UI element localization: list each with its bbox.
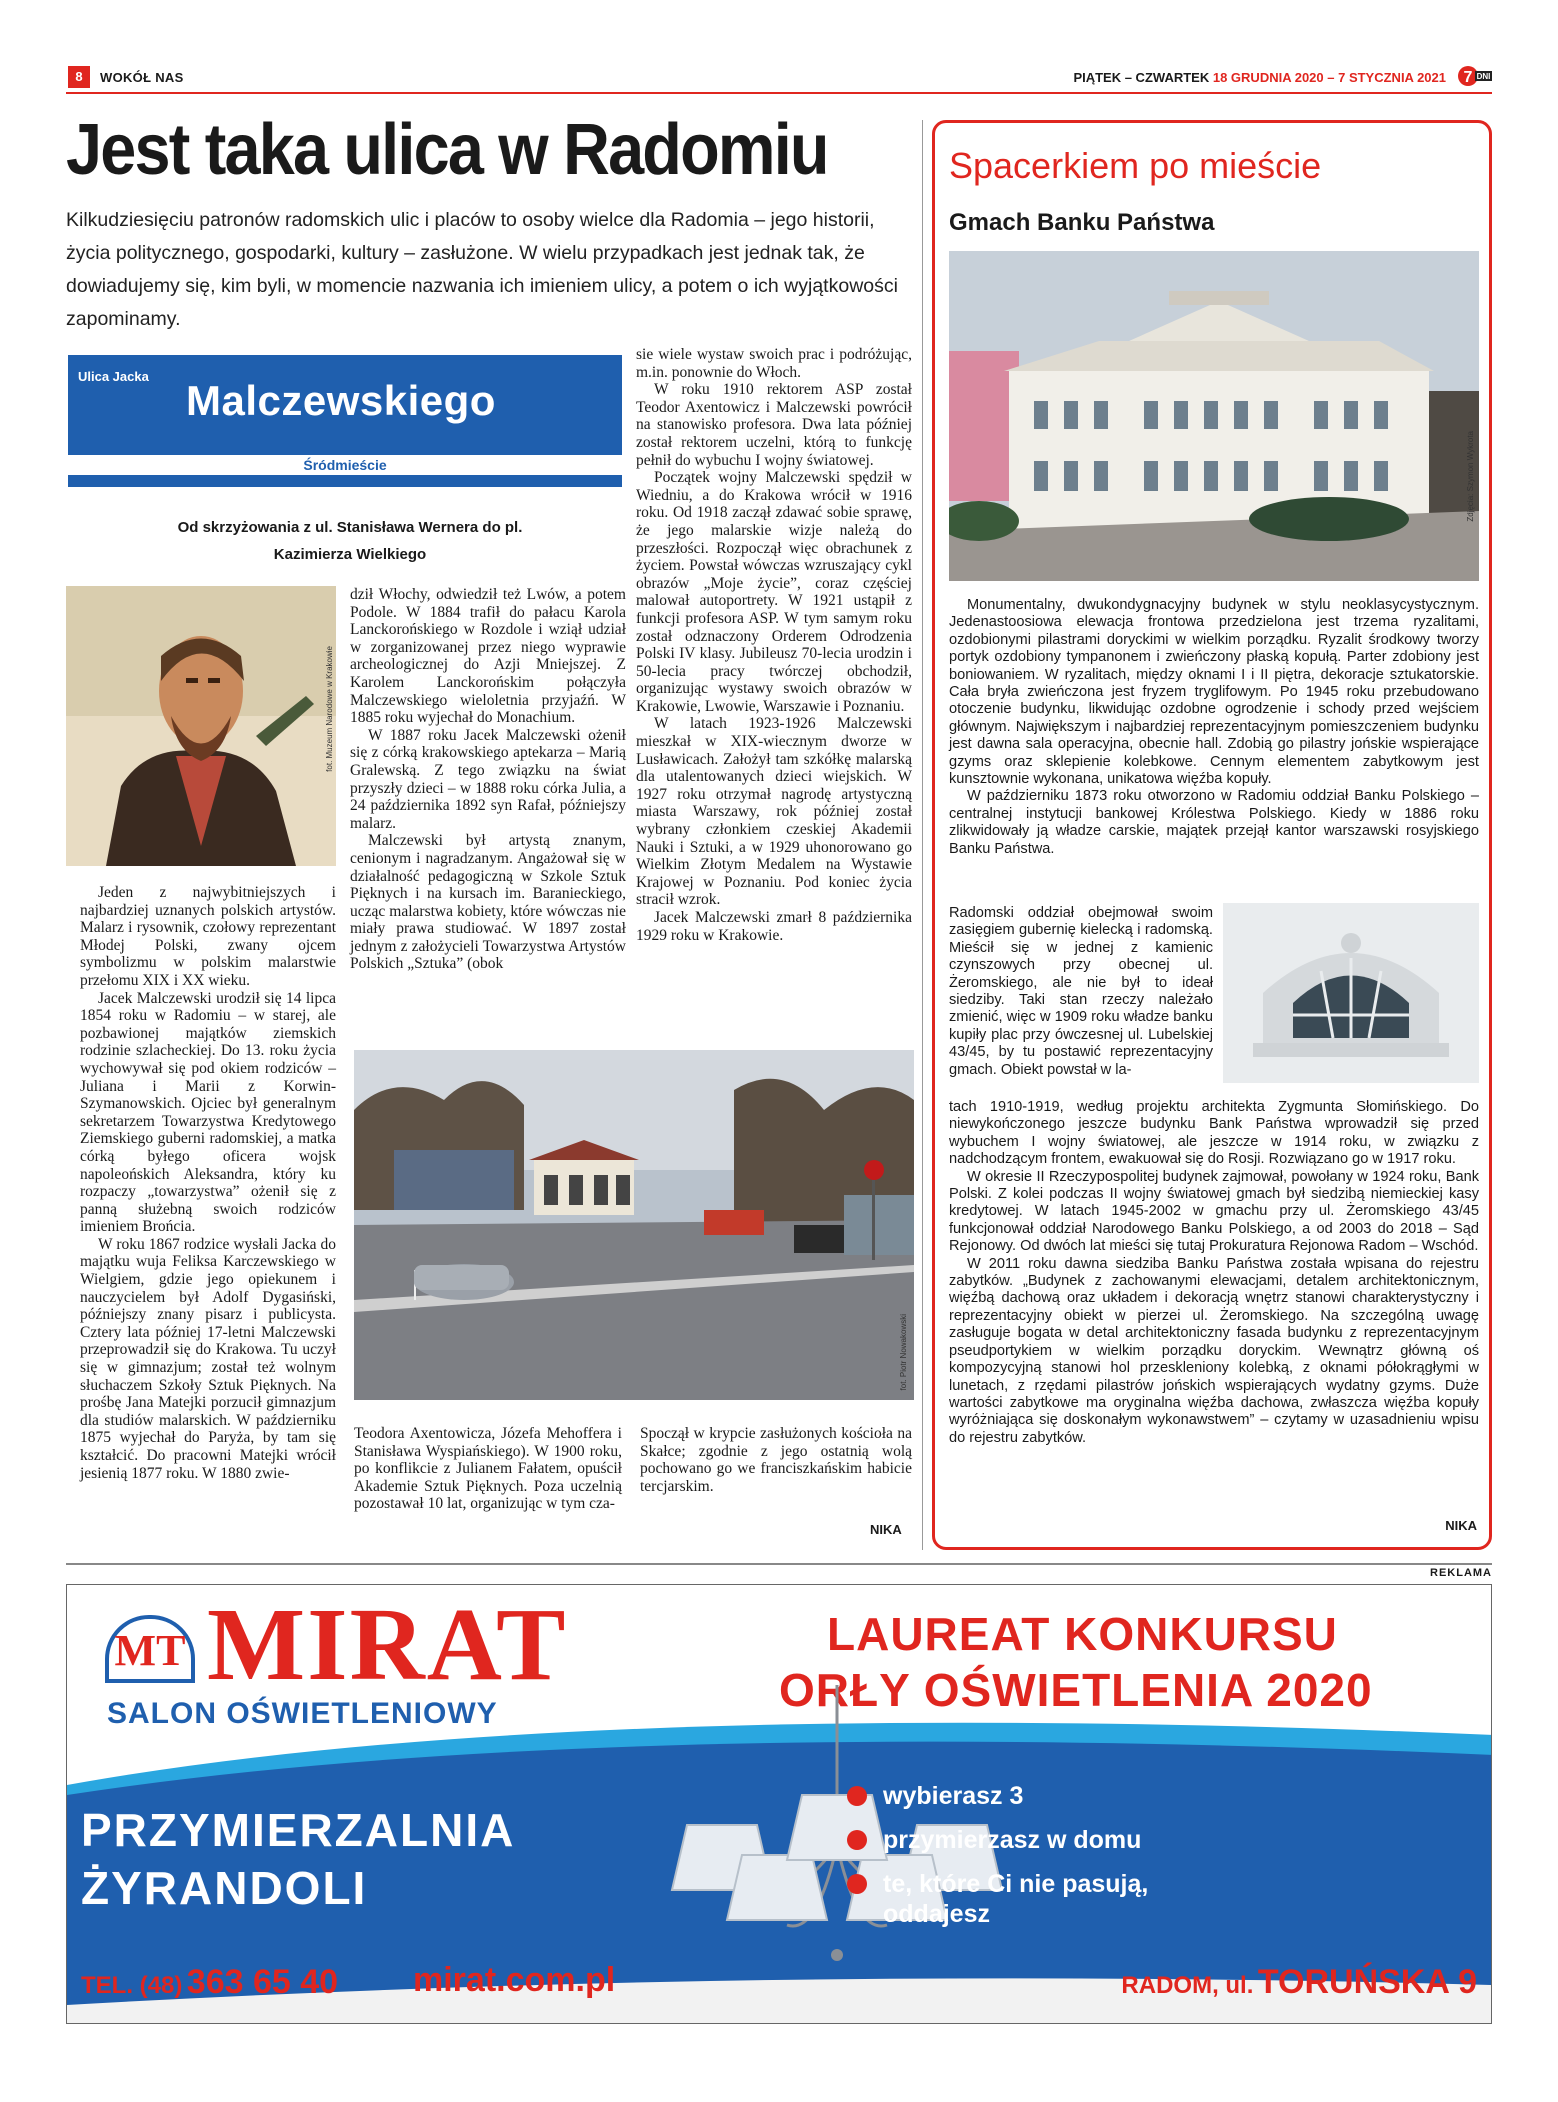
article-column-1: [80, 884, 336, 1482]
sidebar-text-top: [949, 597, 1479, 858]
street-sign: [66, 353, 624, 489]
ad-brand: MIRAT: [207, 1587, 568, 1702]
bank-photo: [949, 251, 1479, 581]
ad-label: REKLAMA: [1430, 1567, 1492, 1579]
bank-photo-credit: Zdjęcia: Szymon Wykrota: [1466, 431, 1475, 522]
col1-p2: Jacek Malczewski urodził się 14 lipca 1854 roku w Radomiu – w starej, ale pozbawionej majątków ziemskich rodzinie szlacheckiej. Do 13. roku życia wychowywał się pod okiem rodziców – Juliana i Marii z Korwin-Szymanowskich. Ojciec był generalnym sekretarzem Towarzystwa Kredytowego Ziemskiego guberni radomskiej, a matka córką byłego oficera wojsk napoleońskich Aleksandra, który ku rozpaczy „towarzystwa” ożenił się z panną służebną swoich rodziców imieniem Brońcia.: [80, 989, 336, 1236]
portrait-credit: fot. Muzeum Narodowe w Krakowie: [325, 646, 334, 772]
column-separator: [922, 120, 923, 1550]
sign-prefix: Ulica Jacka: [78, 369, 149, 384]
sign-district-band: [68, 455, 622, 475]
sidebar-kicker: Spacerkiem po mieście: [949, 145, 1322, 186]
sidebar-p5: W 2011 roku dawna siedziba Banku Państwa została wpisana do rejestru zabytków. „Budynek z zachowanymi elewacjami, detalem architektonicznym, więźbą dachową oraz układem i dekoracją wnętrz stanowi charakterystyczny i reprezentacyjny obiekt w pierzei ul. Żeromskiego. Na szczególną uwagę zasługuje bogata w detal architektoniczny fasada budynku z reprezentacyjnym pseudportykiem w wielkim porządku doryckim. Wewnątrz główną oś kompozycyjną stanowi hol przeskleniony kolebką, z oknami półokrągłymi w lunetach, z rzędami pilastrów jońskich wspierających wydatny gzyms. Duże wartości zabytkowe ma oryginalna więźba dachowa, zwłaszcza więźba kopuły wyróżniająca się doskonałym wykonawstwem” – czytamy w uzasadnieniu wpisu do rejestru zabytków.: [949, 1255, 1479, 1446]
ad-bullets: [847, 1781, 1207, 1929]
article-column-3: [636, 346, 912, 944]
street-photo-credit: fot. Piotr Nowakowski: [899, 1313, 908, 1390]
sidebar-p2: W październiku 1873 roku otworzono w Radomiu oddział Banku Polskiego – centralnej instytucji bankowej Królestwa Polskiego. Kiedy w 1886 roku zlikwidowały ją władze carskie, majątek przejął kantor warszawski rosyjskiego Banku Państwa.: [949, 788, 1479, 857]
article-title: Jest taka ulica w Radomiu: [66, 110, 828, 190]
article-column-3b: [640, 1425, 912, 1495]
sidebar-text-bottom: [949, 1099, 1479, 1447]
col3-p2: W roku 1910 rektorem ASP został Teodor Axentowicz i Malczewski powrócił na stanowisko profesora. Dwa lata później został rektorem uczelni, którą to funkcję pełnił do wybuchu I wojny światowej.: [636, 381, 912, 469]
article-column-2b: [354, 1425, 622, 1513]
sign-district: Śródmieście: [303, 457, 387, 473]
article-column-2: [350, 586, 626, 973]
ad-headline-2: ORŁY OŚWIETLENIA 2020: [779, 1664, 1373, 1716]
col3-p4: W latach 1923-1926 Malczewski mieszkał w XIX-wiecznym dworze w Lusławicach. Założył tam szkółkę malarską dla utalentowanych dzieci wiejskich. W 1927 roku otrzymał nagrodę artystyczną miasta Warszawy, rok później został wybrany członkiem czeskiej Akademii Nauki i Sztuki, a w 1929 uhonorowano go Wielkim Złotym Medalem na Wystawie Krajowej w Poznaniu. Pod koniec życia stracił wzrok.: [636, 715, 912, 909]
sidebar-author: NIKA: [1445, 1518, 1477, 1533]
ad-top-rule: [66, 1563, 1492, 1565]
header-page-number: 8: [68, 66, 90, 88]
article-author: NIKA: [870, 1522, 902, 1537]
ad-phone: TEL. (48) 363 65 40: [81, 1963, 339, 2001]
header-date: PIĄTEK – CZWARTEK 18 GRUDNIA 2020 – 7 STYCZNIA 2021: [1073, 70, 1446, 85]
sidebar-p1: Monumentalny, dwukondygnacyjny budynek w stylu neoklasycystycznym. Jedenastoosiowa elewacja frontowa przedzielona jest trzema ryzalitami, ozdobionymi pilastrami doryckimi w wielkim porządku. Ryzalit środkowy tworzy portyk ozdobiony tympanonem i zwieńczony płaską kopułą. Parter zdobiony jest boniowaniem. W ryzalitach, między oknami I i II piętra, dekoracje sztukatorskie. Cała bryła zwieńczona jest fryzem tryglifowym. Po 1945 roku przebudowano otoczenie budynku, likwidując ozdobne ogrodzenie i schody przed wejściem głównym. Największym i najbardziej reprezentacyjnym pomieszczeniem budynku jest dawna sala operacyjna, obecnie hall. Zdobią go pilastry jońskie wspierające gzyms oraz sklepienie kolebkowe. Cennym elementem zabytkowym jest kunsztownie wykonana, unikatowa więźba kopuły.: [949, 597, 1479, 788]
ad-logo-mark: MT: [105, 1615, 195, 1683]
street-photo: [354, 1050, 914, 1400]
ad-bullet-1: wybierasz 3: [847, 1781, 1207, 1811]
sidebar-wrap-p: Radomski oddział obejmował swoim zasięgiem gubernię kielecką i radomską. Mieścił się w jednej z kamienic czynszowych przy obecnej ul. Żeromskiego, ale nie był to ideał siedziby. Taki stan rzeczy należało zmienić, więc w 1909 roku władze banku kupiły plac przy ówczesnej ul. Lubelskiej 43/45, by tu postawić reprezentacyjny gmach. Obiekt powstał w la-: [949, 905, 1213, 1078]
ad-banner: [66, 1584, 1492, 2024]
header-section: WOKÓŁ NAS: [100, 70, 184, 85]
ad-bullet-2: przymierzasz w domu: [847, 1825, 1207, 1855]
ad-tagline: SALON OŚWIETLENIOWY: [107, 1697, 498, 1730]
ad-bullet-3: te, które Ci nie pasują, oddajesz: [847, 1869, 1207, 1929]
ad-phone-number: 363 65 40: [186, 1963, 339, 2001]
route-description: Od skrzyżowania z ul. Stanisława Wernera do pl. Kazimierza Wielkiego: [177, 519, 523, 563]
col3-p5: Jacek Malczewski zmarł 8 października 1929 roku w Krakowie.: [636, 909, 912, 944]
ad-promo-2: ŻYRANDOLI: [81, 1862, 368, 1914]
col2-p3: Malczewski był artystą znanym, cenionym i nagradzanym. Angażował się w działalność pedagogiczną w Szkole Sztuk Pięknych i na kursach im. Baranieckiego, ucząc malarstwa kobiety, które wówczas nie miały prawa studiować. W 1897 został jednym z założycieli Towarzystwa Artystów Polskich „Sztuka” (obok: [350, 832, 626, 973]
header-logo: [1458, 64, 1492, 88]
ad-address-street: TORUŃSKA 9: [1257, 1963, 1477, 2001]
ad-headline-1: LAUREAT KONKURSU: [827, 1608, 1338, 1660]
col3-p1: sie wiele wystaw swoich prac i podróżując, m.in. ponownie do Włoch.: [636, 346, 912, 381]
col2b-p1: Teodora Axentowicza, Józefa Mehoffera i Stanisława Wyspiańskiego). W 1900 roku, po konflikcie z Julianem Fałatem, opuścił Akademie Sztuk Pięknych. Poza uczelnią pozostawał 10 lat, organizując w tym cza-: [354, 1425, 622, 1513]
sidebar-box: [932, 120, 1492, 1550]
header-rule: [66, 92, 1492, 94]
sidebar-p3: tach 1910-1919, według projektu architekta Zygmunta Słomińskiego. Do niewykończonego jeszcze budynku Bank Państwa wprowadził się przed wybuchem I wojny światowej, ale jeszcze w 1914 roku, w związku z nadchodzącym frontem, ewakuował się do Rosji. Rozwiązano go w 1917 roku.: [949, 1099, 1479, 1168]
sidebar-wrap-text: [949, 905, 1213, 1079]
col2-p2: W 1887 roku Jacek Malczewski ożenił się z córką krakowskiego aptekarza – Marią Gralewską. Z tego związku na świat przyszły dzieci – w 1888 roku córka Julia, a 24 października 1892 syn Rafał, późniejszy malarz.: [350, 726, 626, 832]
col3b-p1: Spoczął w krypcie zasłużonych kościoła na Skałce; zgodnie z jego ostatnią wolą pochowano go we franciszkańskim habicie tercjarskim.: [640, 1425, 912, 1495]
logo-number: 7: [1463, 69, 1473, 86]
window-photo: [1223, 903, 1479, 1083]
ad-promo-1: PRZYMIERZALNIA: [81, 1804, 516, 1856]
article-lead: Kilkudziesięciu patronów radomskich ulic i placów to osoby wielce dla Radomia – jego historii, życia politycznego, gospodarki, kultury – zasłużone. W wielu przypadkach jest jednak tak, że dowiadujemy się, kim byli, w momencie nazwania ich imieniem ulicy, a potem o ich wyjątkowości zapominamy.: [66, 209, 898, 330]
logo-text: DNI: [1476, 72, 1491, 81]
header-date-range: 18 GRUDNIA 2020 – 7 STYCZNIA 2021: [1212, 70, 1446, 85]
ad-address: RADOM, ul. TORUŃSKA 9: [1121, 1963, 1477, 2001]
col1-p1: Jeden z najwybitniejszych i najbardziej uznanych polskich artystów. Malarz i rysownik, czołowy reprezentant Młodej Polski, zwany ojcem symbolizmu w polskim malarstwie przełomu XIX i XX wieku.: [80, 884, 336, 989]
col1-p3: W roku 1867 rodzice wysłali Jacka do majątku wuja Feliksa Karczewskiego w Wielgiem, gdzie jego opiekunem i nauczycielem był Adolf Dygasiński, późniejszy znany pisarz i publicysta. Cztery lata później 17-letni Malczewski przeprowadził się do Krakowa. Tu uczył się w gimnazjum; został też wolnym słuchaczem Szkoły Sztuk Pięknych. Na prośbę Jana Matejki porzucił gimnazjum dla studiów malarskich. W październiku 1875 wyjechał do Paryża, by tam się kształcić. Do pracowni Matejki wrócił jesienią 1877 roku. W 1880 zwie-: [80, 1235, 336, 1482]
sidebar-p4: W okresie II Rzeczypospolitej budynek zajmował, powołany w 1924 roku, Bank Polski. Z kolei podczas II wojny światowej gmach był siedzibą niemieckiej kasy kredytowej. W latach 1945-2002 w gmachu przy ul. Żeromskiego 43/45 funkcjonował oddział Narodowego Banku Polskiego, a od 2003 do 2018 – Sąd Rejonowy. Od dwóch lat mieści się tutaj Prokuratura Rejonowa Radom – Wschód.: [949, 1168, 1479, 1255]
col2-p1: dził Włochy, odwiedził też Lwów, a potem Podole. W 1884 trafił do pałacu Karola Lanckorońskiego w Rozdole i wziął udział w zorganizowanej przez niego wyprawie archeologicznej do Azji Mniejszej. Z Karolem Lanckorońskim połączyła Malczewskiego wieloletnia przyjaźń. W 1885 roku wyjechał do Monachium.: [350, 586, 626, 727]
portrait-painting: [66, 586, 336, 866]
col3-p3: Początek wojny Malczewski spędził w Wiedniu, a do Krakowa wrócił w 1916 roku. Od 1918 zaczął zdawać sobie sprawę, że jego malarskie wizje należą do przeszłości. Rozpoczął więc obrachunek z życiem. Powstał wówczas wzruszający cykl obrazów „Moje życie”, coraz częściej malował autoportrety. W 1921 ustąpił z funkcji profesora ASP. W tym samym roku został odznaczony Orderem Odrodzenia Polski IV klasy. Jubileusz 70-lecia urodzin i 50-lecia pracy twórczej obchodził, organizując wystawy swoich obrazów w Krakowie, Lwowie, Warszawie i Poznaniu.: [636, 469, 912, 715]
sidebar-title: Gmach Banku Państwa: [949, 209, 1215, 236]
sign-name: Malczewskiego: [186, 377, 496, 424]
ad-website[interactable]: mirat.com.pl: [413, 1961, 616, 1999]
